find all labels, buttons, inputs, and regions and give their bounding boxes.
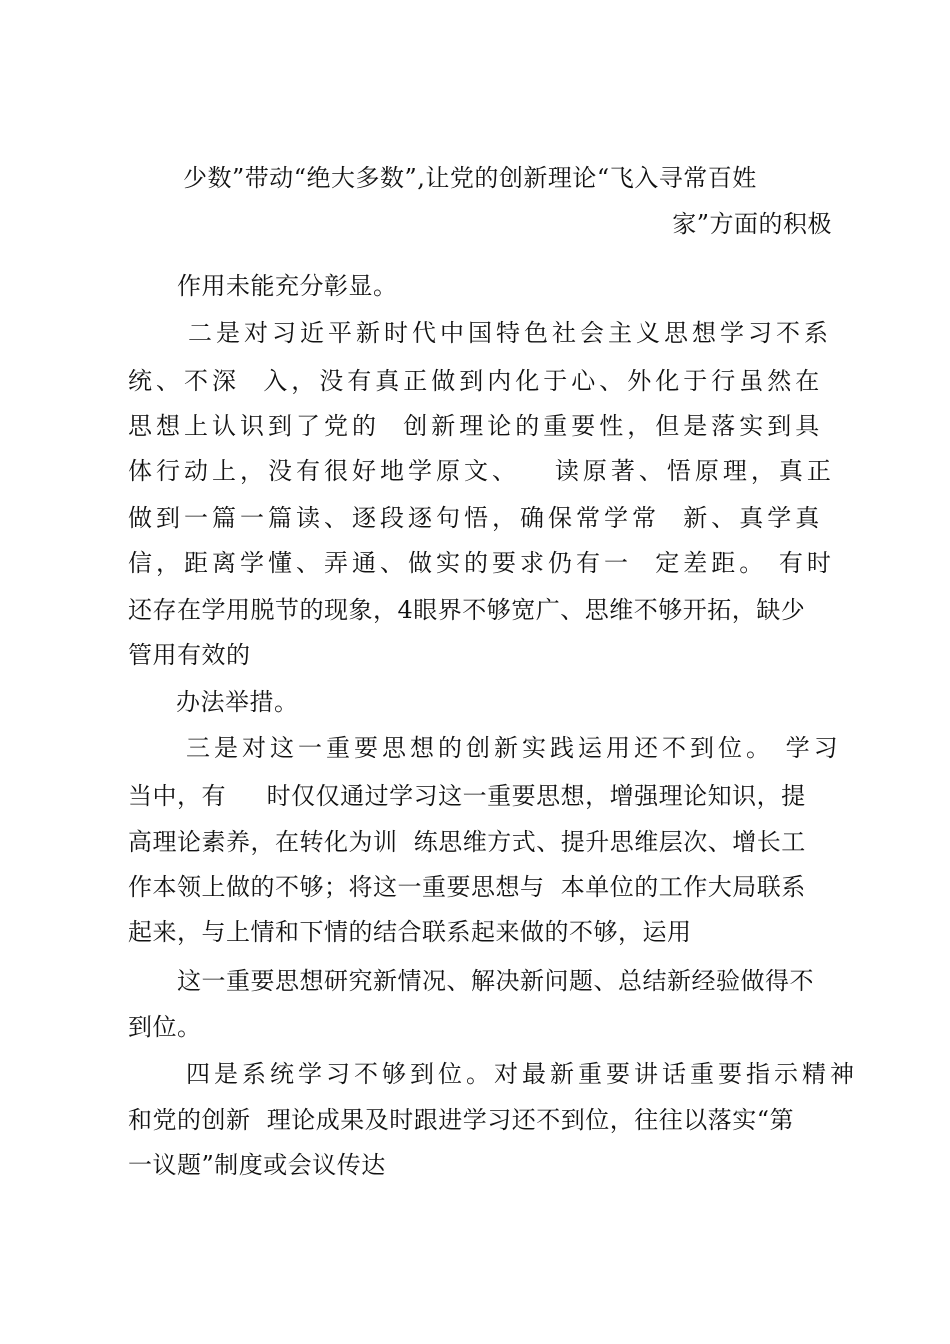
text-line-6: 思想上认识到了党的 创新理论的重要性，但是落实到具 [128, 412, 824, 440]
text-line-3: 作用未能充分彰显。 [177, 272, 398, 300]
text-line-5: 统、不深 入，没有真正做到内化于心、外化于行虽然在 [128, 367, 824, 395]
text-line-17: 起来，与上情和下情的结合联系起来做的不够，运用 [128, 918, 692, 946]
text-line-21: 和党的创新 理论成果及时跟进学习还不到位，往往以落实“第 [128, 1106, 795, 1134]
text-line-8: 做到一篇一篇读、逐段逐句悟，确保常学常 新、真学真 [128, 504, 824, 532]
text-line-7: 体行动上，没有很好地学原文、 读原著、悟原理，真正 [128, 457, 835, 485]
text-line-4: 二是对习近平新时代中国特色社会主义思想学习不系 [188, 319, 832, 347]
text-line-22: 一议题”制度或会议传达 [128, 1151, 386, 1179]
text-line-12: 办法举措。 [176, 688, 299, 716]
text-line-2: 家”方面的积极 [672, 210, 832, 238]
text-line-18: 这一重要思想研究新情况、解决新问题、总结新经验做得不 [177, 967, 814, 995]
text-line-16: 作本领上做的不够；将这一重要思想与 本单位的工作大局联系 [128, 873, 806, 901]
text-line-20: 四是系统学习不够到位。对最新重要讲话重要指示精神 [186, 1060, 858, 1088]
text-line-13: 三是对这一重要思想的创新实践运用还不到位。 学习 [186, 734, 842, 762]
text-line-11: 管用有效的 [128, 641, 251, 669]
text-line-14: 当中，有 时仅仅通过学习这一重要思想，增强理论知识，提 [128, 782, 806, 810]
text-line-19: 到位。 [128, 1013, 202, 1041]
text-line-10: 还存在学用脱节的现象，4眼界不够宽广、思维不够开拓，缺少 [128, 596, 806, 624]
text-line-15: 高理论素养，在转化为训 练思维方式、提升思维层次、增长工 [128, 828, 806, 856]
text-line-9: 信，距离学懂、弄通、做实的要求仍有一 定差距。 有时 [128, 549, 835, 577]
text-line-1: 少数”带动“绝大多数”,让党的创新理论“飞入寻常百姓 [183, 164, 757, 192]
